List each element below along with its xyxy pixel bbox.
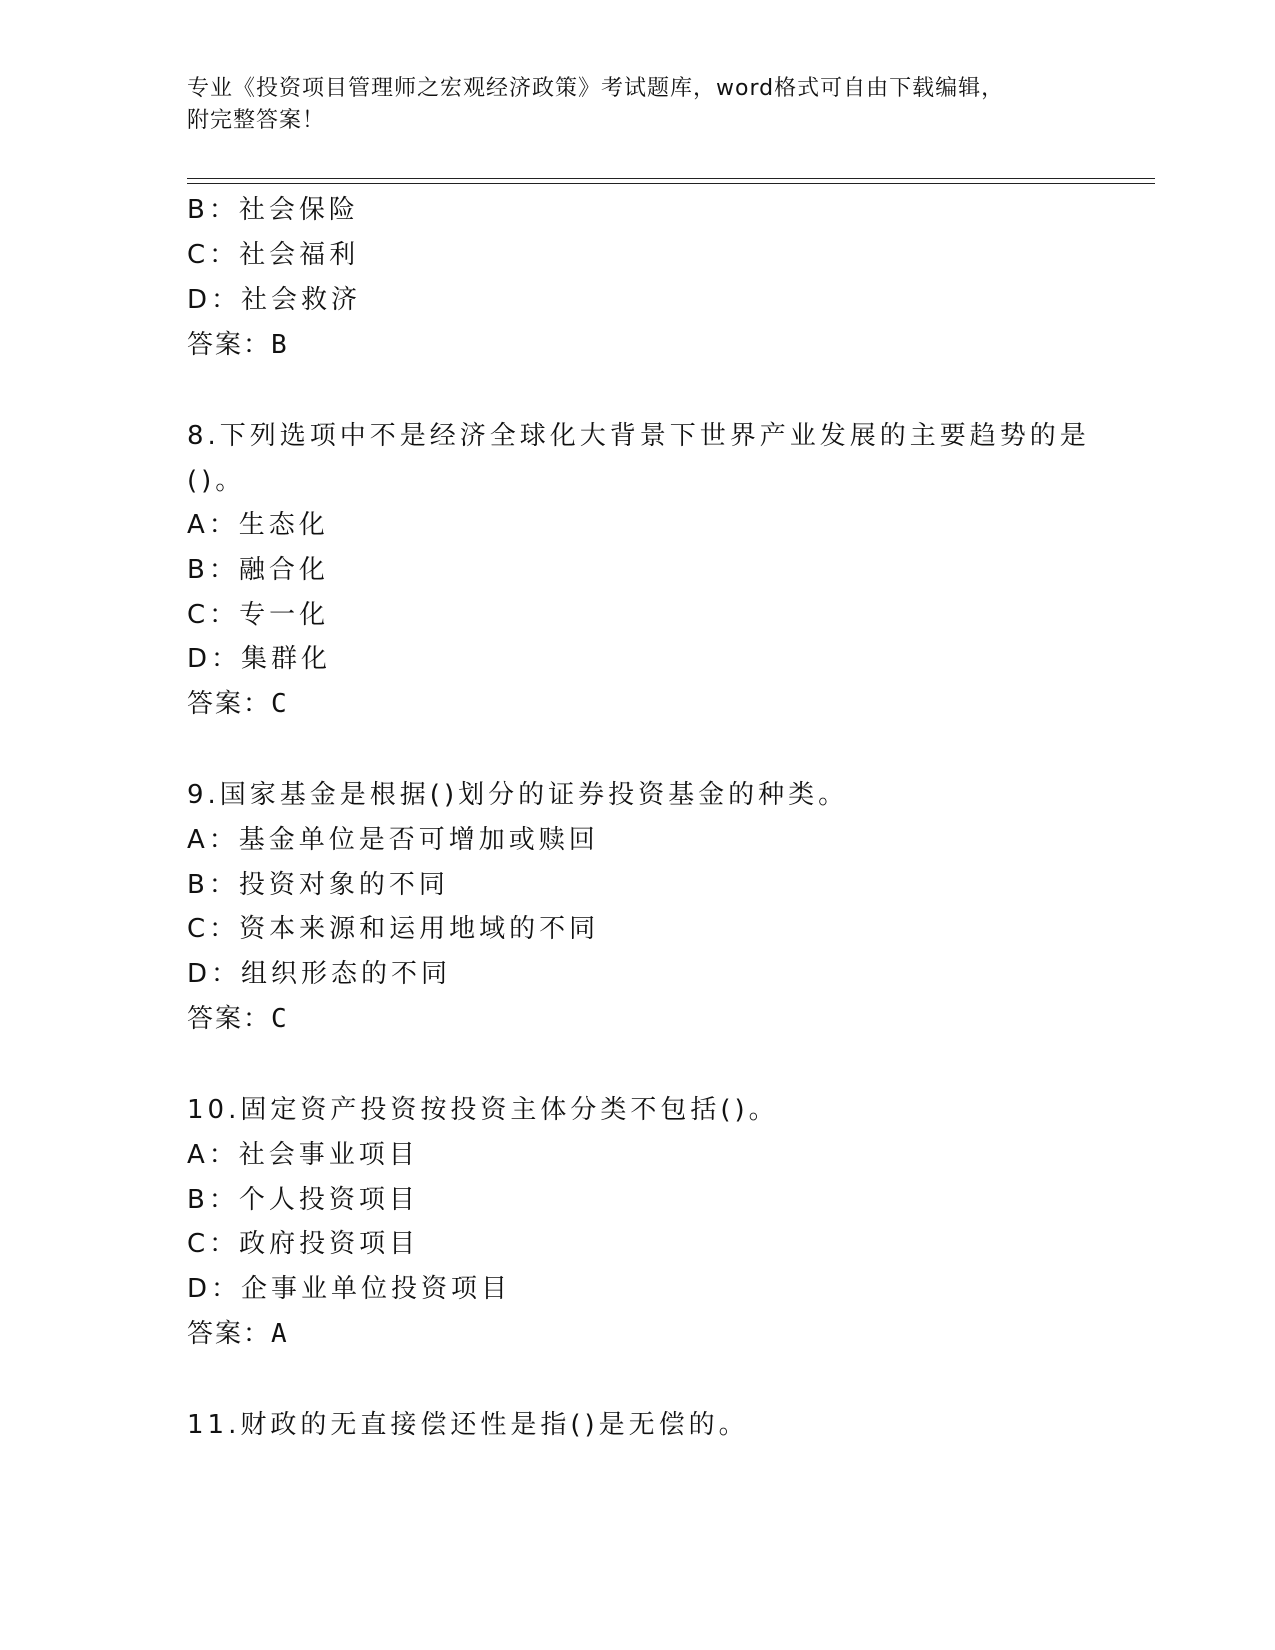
- answer-label: 答案：: [187, 1004, 272, 1034]
- answer-label: 答案：: [187, 689, 272, 719]
- q8-option-a: A：生态化: [187, 510, 329, 540]
- q10-option-b: B：个人投资项目: [187, 1185, 419, 1215]
- answer-key: C: [271, 689, 289, 719]
- q8-option-d: D：集群化: [187, 644, 332, 674]
- header-line-1: 专业《投资项目管理师之宏观经济政策》考试题库，word格式可自由下载编辑，: [187, 76, 1005, 101]
- q8-stem-line-1: 8.下列选项中不是经济全球化大背景下世界产业发展的主要趋势的是: [187, 421, 1090, 451]
- q9-option-b: B：投资对象的不同: [187, 870, 449, 900]
- q8-option-b: B：融合化: [187, 555, 329, 585]
- q10-stem: 10.固定资产投资按投资主体分类不包括()。: [187, 1095, 779, 1125]
- q9-stem: 9.国家基金是根据()划分的证券投资基金的种类。: [187, 780, 849, 810]
- q10-option-d: D：企事业单位投资项目: [187, 1274, 512, 1304]
- q11-stem: 11.财政的无直接偿还性是指()是无偿的。: [187, 1410, 749, 1440]
- answer-key: A: [271, 1319, 289, 1349]
- q8-stem-line-2: ()。: [187, 466, 246, 496]
- answer-label: 答案：: [187, 1319, 272, 1349]
- q7-option-b: B：社会保险: [187, 195, 359, 225]
- q7-option-d: D：社会救济: [187, 285, 362, 315]
- q8-option-c: C：专一化: [187, 600, 330, 630]
- answer-key: C: [271, 1004, 289, 1034]
- answer-label: 答案：: [187, 330, 272, 360]
- document-header: [187, 73, 1087, 137]
- header-divider-bottom: [187, 183, 1155, 184]
- q9-option-c: C：资本来源和运用地域的不同: [187, 914, 600, 944]
- header-divider-top: [187, 178, 1155, 179]
- header-line-2: 附完整答案！: [187, 108, 326, 133]
- q9-answer: [187, 1002, 289, 1036]
- q9-option-a: A：基金单位是否可增加或赎回: [187, 825, 599, 855]
- q7-option-c: C：社会福利: [187, 240, 360, 270]
- q9-option-d: D：组织形态的不同: [187, 959, 452, 989]
- q7-answer: [187, 328, 289, 362]
- q10-option-c: C：政府投资项目: [187, 1229, 420, 1259]
- q8-answer: [187, 687, 289, 721]
- answer-key: B: [271, 330, 289, 360]
- q10-option-a: A：社会事业项目: [187, 1140, 419, 1170]
- q10-answer: [187, 1317, 289, 1351]
